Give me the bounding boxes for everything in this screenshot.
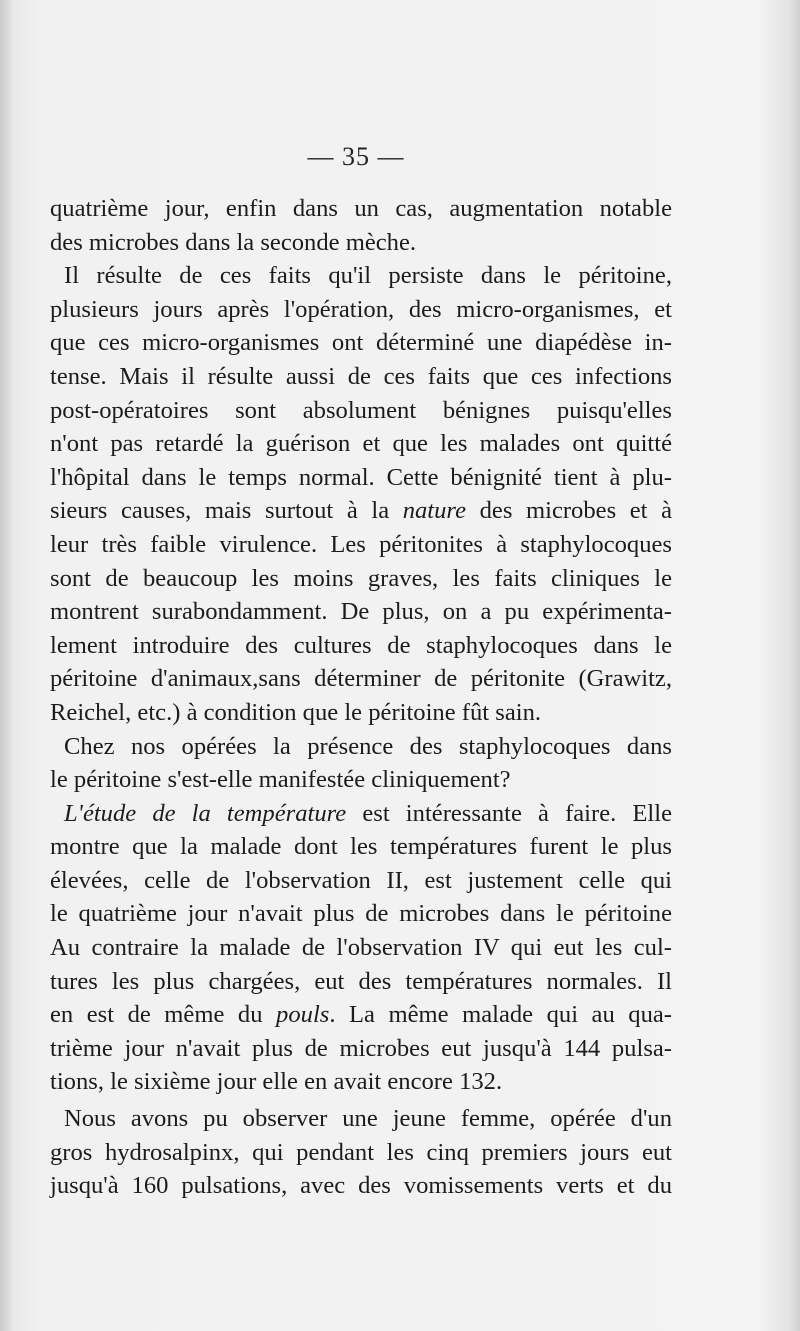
text-line: quatrième jour, enfin dans un cas, augmentation notable <box>50 195 672 222</box>
text-line: élevées, celle de l'observation II, est justement celle qui <box>50 866 672 894</box>
text-line <box>50 797 672 831</box>
text-line: tense. Mais il résulte aussi de ces faits que ces infections <box>50 362 672 390</box>
body-text <box>50 192 672 1203</box>
text-fragment: en est de même du <box>50 1001 263 1029</box>
text-line: lement introduire des cultures de staphylocoques dans le <box>50 631 672 659</box>
text-fragment: . La même malade qui au qua- <box>329 1001 672 1029</box>
text-line: le quatrième jour n'avait plus de microbes dans le péritoine <box>50 900 672 928</box>
text-line: trième jour n'avait plus de microbes eut jusqu'à 144 pulsa- <box>50 1034 672 1062</box>
text-line: montre que la malade dont les températures furent le plus <box>50 833 672 861</box>
text-line: Il résulte de ces faits qu'il persiste dans le péritoine, <box>64 262 672 290</box>
text-line: que ces micro-organismes ont déterminé une diapédèse in- <box>50 329 672 357</box>
text-line: montrent surabondamment. De plus, on a pu expérimenta- <box>50 598 672 626</box>
text-line: péritoine d'animaux,sans déterminer de péritonite (Grawitz, <box>50 665 672 693</box>
text-line: l'hôpital dans le temps normal. Cette bénignité tient à plu- <box>50 463 672 491</box>
text-line: tures les plus chargées, eut des températures normales. Il <box>50 967 672 995</box>
text-line: sont de beaucoup les moins graves, les faits cliniques le <box>50 564 672 592</box>
text-line: plusieurs jours après l'opération, des micro-organismes, et <box>50 295 672 323</box>
italic-word: nature <box>402 497 467 525</box>
text-line: leur très faible virulence. Les péritonites à staphylocoques <box>50 530 672 558</box>
text-line: le péritoine s'est-elle manifestée cliniquement? <box>50 766 511 794</box>
italic-lead: L'étude de la température <box>64 799 347 827</box>
text-line: Au contraire la malade de l'observation IV qui eut les cul- <box>50 934 672 962</box>
text-fragment: est intéressante à faire. Elle <box>346 799 672 827</box>
text-line: post-opératoires sont absolument bénignes puisqu'elles <box>50 396 672 424</box>
text-line: gros hydrosalpinx, qui pendant les cinq premiers jours eut <box>50 1138 672 1166</box>
text-line: jusqu'à 160 pulsations, avec des vomissements verts et du <box>50 1172 672 1200</box>
text-line: n'ont pas retardé la guérison et que les malades ont quitté <box>50 430 672 458</box>
text-line: tions, le sixième jour elle en avait encore 132. <box>50 1068 503 1096</box>
text-fragment: des microbes et à <box>479 497 672 525</box>
text-line: Nous avons pu observer une jeune femme, opérée d'un <box>64 1105 672 1133</box>
page-number: — 35 — <box>307 142 405 171</box>
text-line: Reichel, etc.) à condition que le péritoine fût sain. <box>50 698 542 726</box>
text-line <box>50 998 672 1032</box>
text-line: des microbes dans la seconde mèche. <box>50 228 417 256</box>
text-line <box>50 494 672 528</box>
italic-word: pouls <box>276 1001 330 1029</box>
text-line: Chez nos opérées la présence des staphylocoques dans <box>64 732 672 760</box>
text-fragment: sieurs causes, mais surtout à la <box>50 497 390 525</box>
